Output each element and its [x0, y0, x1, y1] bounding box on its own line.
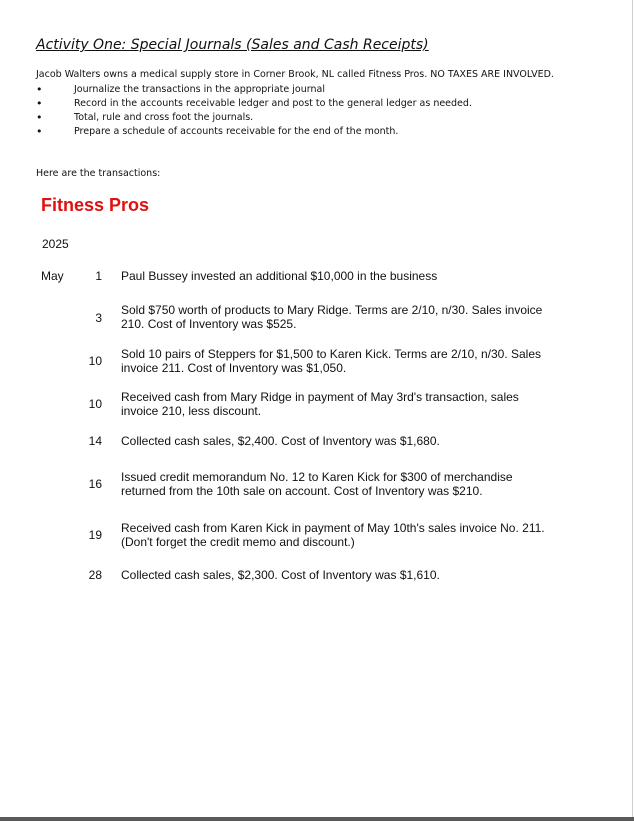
- company-name: Fitness Pros: [41, 195, 150, 215]
- year-label: 2025: [42, 237, 69, 251]
- viewer-bottom-border: [0, 817, 634, 821]
- transaction-day: 1: [95, 269, 102, 283]
- transaction-day: 28: [88, 568, 102, 582]
- transaction-description: Issued credit memorandum No. 12 to Karen Kick for $300 of merchandise returned from the 10th sale on account. Cost of Inventory was $210.: [121, 470, 513, 498]
- instruction-text: Prepare a schedule of accounts receivable for the end of the month.: [74, 126, 399, 137]
- transaction-description: Sold $750 worth of products to Mary Ridge. Terms are 2/10, n/30. Sales invoice 210. Cost of Inventory was $525.: [121, 303, 543, 331]
- transaction-description: Collected cash sales, $2,400. Cost of Inventory was $1,680.: [121, 434, 440, 448]
- transaction-description: Sold 10 pairs of Steppers for $1,500 to Karen Kick. Terms are 2/10, n/30. Sales invoice 211. Cost of Inventory was $1,050.: [121, 347, 542, 375]
- bullet-icon: •: [36, 83, 43, 96]
- transaction-description: Received cash from Mary Ridge in payment of May 3rd's transaction, sales invoice 210, less discount.: [121, 390, 519, 418]
- transaction-day: 16: [88, 477, 102, 491]
- transaction-day: 10: [88, 397, 102, 411]
- instruction-text: Record in the accounts receivable ledger and post to the general ledger as needed.: [74, 98, 472, 109]
- transaction-day: 3: [95, 311, 102, 325]
- bullet-icon: •: [36, 125, 43, 138]
- transaction-day: 19: [88, 528, 102, 542]
- transaction-description: Collected cash sales, $2,300. Cost of Inventory was $1,610.: [121, 568, 440, 582]
- transaction-day: 10: [88, 354, 102, 368]
- bullet-icon: •: [36, 111, 43, 124]
- transaction-description: Paul Bussey invested an additional $10,000 in the business: [121, 269, 438, 283]
- bullet-icon: •: [36, 97, 43, 110]
- month-label: May: [41, 269, 64, 283]
- activity-title: Activity One: Special Journals (Sales and Cash Receipts): [36, 37, 429, 53]
- instruction-text: Journalize the transactions in the appropriate journal: [74, 84, 325, 95]
- transaction-day: 14: [88, 434, 102, 448]
- intro-text: Jacob Walters owns a medical supply store in Corner Brook, NL called Fitness Pros. NO TAXES ARE INVOLVED.: [36, 69, 554, 80]
- transactions-label: Here are the transactions:: [36, 168, 161, 179]
- transaction-description: Received cash from Karen Kick in payment of May 10th's sales invoice No. 211. (Don't forget the credit memo and discount.): [121, 521, 545, 549]
- instruction-text: Total, rule and cross foot the journals.: [74, 112, 254, 123]
